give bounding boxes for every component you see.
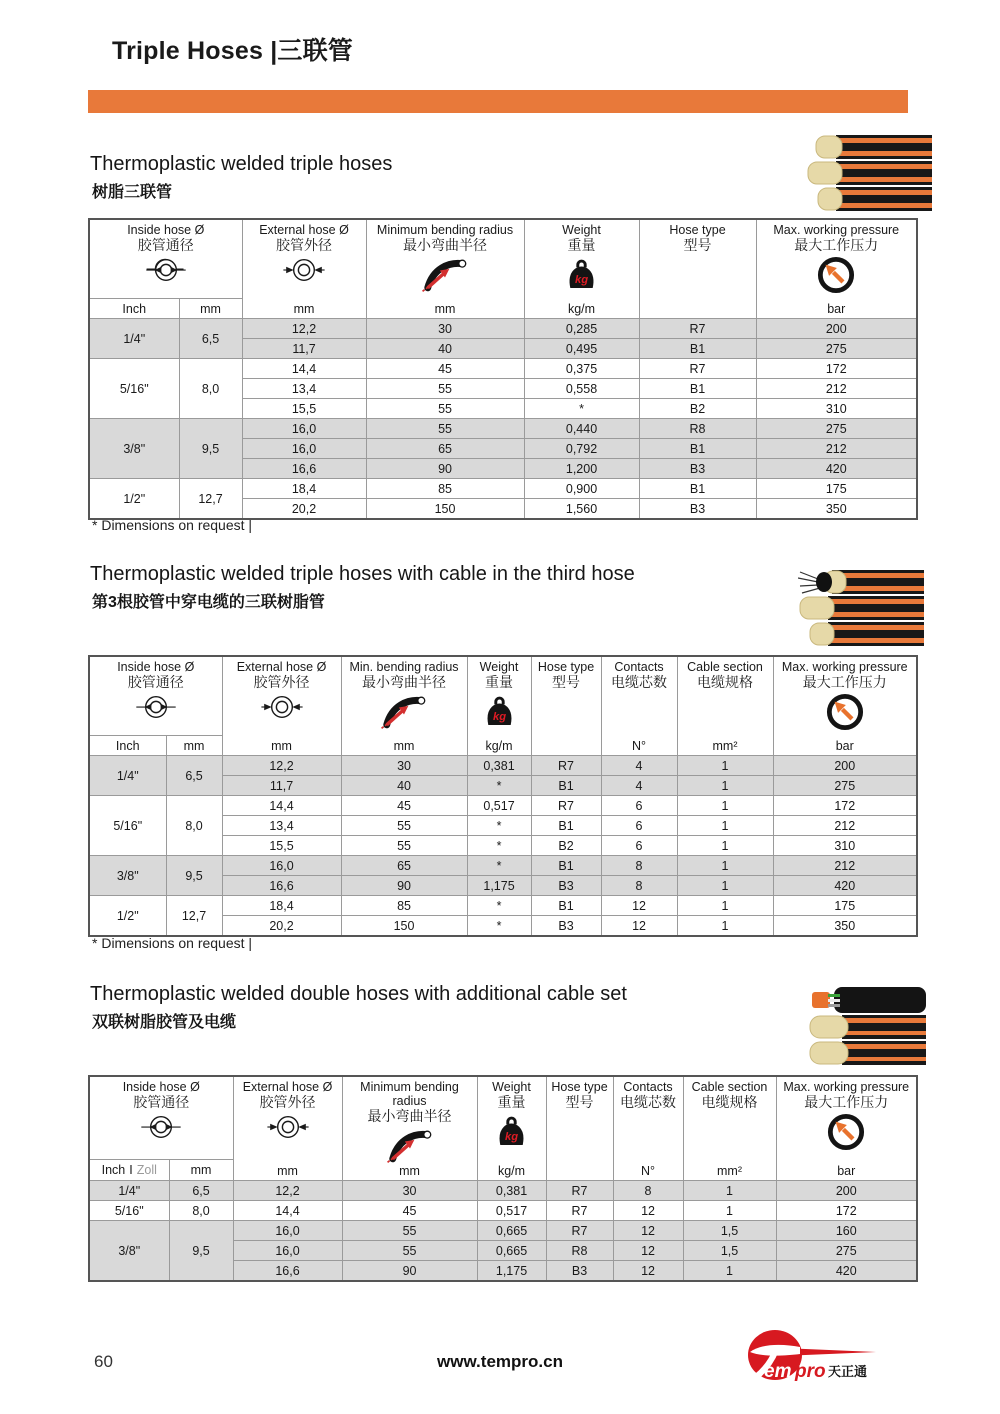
data-cell: 1 (683, 1201, 776, 1221)
data-cell: 0,900 (524, 479, 639, 499)
data-cell: 55 (366, 379, 524, 399)
data-cell: R7 (639, 319, 756, 339)
data-cell: 420 (776, 1261, 917, 1282)
data-cell: 0,517 (467, 796, 531, 816)
data-cell: 55 (342, 1241, 477, 1261)
data-cell: 16,0 (233, 1221, 342, 1241)
table-row (89, 1201, 917, 1221)
table-row (89, 756, 917, 776)
data-cell: 1 (677, 876, 773, 896)
page-number: 60 (94, 1352, 113, 1371)
data-cell: 55 (341, 836, 467, 856)
data-cell: * (524, 399, 639, 419)
data-cell: 30 (341, 756, 467, 776)
column-header-pressure: Max. working pressure 最大工作压力 bar (773, 656, 917, 756)
data-cell: 200 (773, 756, 917, 776)
data-cell: 85 (366, 479, 524, 499)
data-cell: 12 (613, 1201, 683, 1221)
pressure-icon (816, 255, 856, 295)
data-cell: 1,200 (524, 459, 639, 479)
table-row (89, 856, 917, 876)
column-header-hose-type: Hose type 型号 (546, 1076, 613, 1181)
column-header-bending-radius: Min. bending radius 最小弯曲半径 mm (341, 656, 467, 756)
data-cell: 0,665 (477, 1221, 546, 1241)
mm-cell: 8,0 (169, 1201, 233, 1221)
mm-cell: 9,5 (169, 1221, 233, 1282)
data-cell: 1 (677, 816, 773, 836)
data-cell: 275 (756, 339, 917, 359)
column-header-cable-section: Cable section 电缆规格 mm² (677, 656, 773, 756)
data-cell: 20,2 (242, 499, 366, 520)
mm-cell: 8,0 (179, 359, 242, 419)
data-cell: B1 (639, 439, 756, 459)
spec-table-double-hoses-cable (88, 1075, 918, 1282)
data-cell: R8 (546, 1241, 613, 1261)
data-cell: B1 (531, 816, 601, 836)
data-cell: R7 (531, 796, 601, 816)
svg-text:kg: kg (574, 273, 589, 286)
data-cell: 16,6 (233, 1261, 342, 1282)
section-title: Thermoplastic welded triple hoses with cable in the third hose (90, 563, 635, 585)
data-cell: 1,5 (683, 1221, 776, 1241)
data-cell: B1 (531, 776, 601, 796)
external-diameter-icon (260, 692, 304, 722)
data-cell: 1,175 (467, 876, 531, 896)
data-cell: 14,4 (233, 1201, 342, 1221)
data-cell: 0,665 (477, 1241, 546, 1261)
data-cell: 1 (677, 896, 773, 916)
column-header-external-hose: External hose Ø 胶管外径 mm (222, 656, 341, 756)
column-header-weight: Weight 重量 kg kg/m (524, 219, 639, 319)
inch-cell: 5/16" (89, 359, 179, 419)
footer-url[interactable]: www.tempro.cn (437, 1352, 563, 1371)
data-cell: 12 (601, 896, 677, 916)
data-cell: 6 (601, 836, 677, 856)
data-cell: 30 (366, 319, 524, 339)
dimensions-note: * Dimensions on request | (92, 517, 253, 533)
data-cell: 15,5 (222, 836, 341, 856)
data-cell: 1 (677, 856, 773, 876)
data-cell: 150 (341, 916, 467, 937)
data-cell: 12,2 (233, 1181, 342, 1201)
data-cell: R7 (531, 756, 601, 776)
inch-cell: 3/8" (89, 856, 166, 896)
section-subtitle-cn: 双联树脂胶管及电缆 (92, 1014, 237, 1031)
spec-table-triple-hoses (88, 218, 918, 520)
data-cell: 1,175 (477, 1261, 546, 1282)
inside-diameter-icon (144, 255, 188, 285)
mm-cell: 9,5 (166, 856, 222, 896)
data-cell: * (467, 836, 531, 856)
mm-cell: 12,7 (166, 896, 222, 937)
bending-radius-icon (384, 1126, 436, 1164)
data-cell: B1 (639, 339, 756, 359)
data-cell: 12 (613, 1261, 683, 1282)
data-cell: 212 (756, 379, 917, 399)
bending-radius-icon (378, 692, 430, 730)
inch-cell: 1/4" (89, 756, 166, 796)
column-header-hose-type: Hose type 型号 (639, 219, 756, 319)
subheader-inch: Inch (89, 299, 179, 319)
data-cell: 4 (601, 776, 677, 796)
data-cell: 13,4 (222, 816, 341, 836)
subheader-mm: mm (166, 736, 222, 756)
column-header-external-hose: External hose Ø 胶管外径 mm (242, 219, 366, 319)
data-cell: B2 (531, 836, 601, 856)
column-header-inside-hose: Inside hose Ø 胶管通径 (89, 656, 222, 736)
data-cell: 11,7 (242, 339, 366, 359)
inch-cell: 5/16" (89, 1201, 169, 1221)
triple-hose-cable-photo (798, 566, 924, 648)
data-cell: B1 (639, 479, 756, 499)
data-cell: 160 (776, 1221, 917, 1241)
column-header-inside-hose: Inside hose Ø 胶管通径 (89, 219, 242, 299)
table-row (89, 896, 917, 916)
data-cell: 0,375 (524, 359, 639, 379)
data-cell: 0,792 (524, 439, 639, 459)
data-cell: B3 (639, 499, 756, 520)
data-cell: 175 (773, 896, 917, 916)
table-row (89, 479, 917, 499)
subheader-mm: mm (179, 299, 242, 319)
mm-cell: 6,5 (179, 319, 242, 359)
data-cell: * (467, 776, 531, 796)
table-row (89, 796, 917, 816)
section-title: Thermoplastic welded double hoses with additional cable set (90, 983, 627, 1005)
data-cell: 8 (601, 856, 677, 876)
logo-text-white: em (764, 1361, 792, 1382)
data-cell: 45 (341, 796, 467, 816)
data-cell: 6 (601, 816, 677, 836)
data-cell: 212 (773, 856, 917, 876)
data-cell: * (467, 816, 531, 836)
data-cell: 14,4 (242, 359, 366, 379)
data-cell: 45 (342, 1201, 477, 1221)
page-title: Triple Hoses |三联管 (112, 37, 354, 65)
data-cell: 0,517 (477, 1201, 546, 1221)
mm-cell: 9,5 (179, 419, 242, 479)
mm-cell: 6,5 (169, 1181, 233, 1201)
inch-cell: 1/4" (89, 319, 179, 359)
mm-cell: 6,5 (166, 756, 222, 796)
column-header-pressure: Max. working pressure 最大工作压力 bar (776, 1076, 917, 1181)
table-row (89, 419, 917, 439)
data-cell: 90 (366, 459, 524, 479)
data-cell: 420 (773, 876, 917, 896)
subheader-inch-zoll: Inch I Zoll (89, 1159, 169, 1180)
data-cell: 0,440 (524, 419, 639, 439)
inch-cell: 1/4" (89, 1181, 169, 1201)
section-subtitle-cn: 第3根胶管中穿电缆的三联树脂管 (92, 594, 325, 611)
data-cell: 13,4 (242, 379, 366, 399)
data-cell: B1 (639, 379, 756, 399)
data-cell: R7 (546, 1221, 613, 1241)
data-cell: 175 (756, 479, 917, 499)
data-cell: 150 (366, 499, 524, 520)
data-cell: R7 (639, 359, 756, 379)
table-row (89, 359, 917, 379)
data-cell: 275 (756, 419, 917, 439)
data-cell: 0,285 (524, 319, 639, 339)
table-row (89, 319, 917, 339)
data-cell: 12 (613, 1241, 683, 1261)
external-diameter-icon (266, 1112, 310, 1142)
data-cell: 0,495 (524, 339, 639, 359)
data-cell: 8 (613, 1181, 683, 1201)
data-cell: 212 (756, 439, 917, 459)
data-cell: 0,381 (467, 756, 531, 776)
data-cell: 45 (366, 359, 524, 379)
data-cell: 20,2 (222, 916, 341, 937)
data-cell: 350 (756, 499, 917, 520)
data-cell: R8 (639, 419, 756, 439)
data-cell: 40 (341, 776, 467, 796)
inside-diameter-icon (134, 692, 178, 722)
data-cell: 16,0 (242, 419, 366, 439)
pressure-icon (825, 692, 865, 732)
weight-icon (484, 692, 515, 727)
data-cell: 172 (776, 1201, 917, 1221)
subheader-mm: mm (169, 1159, 233, 1180)
data-cell: 55 (342, 1221, 477, 1241)
data-cell: 40 (366, 339, 524, 359)
accent-bar (88, 90, 908, 113)
data-cell: 1 (677, 776, 773, 796)
data-cell: 12 (613, 1221, 683, 1241)
data-cell: 16,0 (233, 1241, 342, 1261)
data-cell: 200 (756, 319, 917, 339)
data-cell: 18,4 (222, 896, 341, 916)
column-header-contacts: Contacts 电缆芯数 N° (601, 656, 677, 756)
column-header-weight: Weight 重量 kg kg/m (467, 656, 531, 756)
data-cell: 85 (341, 896, 467, 916)
column-header-cable-section: Cable section 电缆规格 mm² (683, 1076, 776, 1181)
bending-radius-icon (419, 255, 471, 293)
data-cell: 12,2 (242, 319, 366, 339)
data-cell: 212 (773, 816, 917, 836)
data-cell: 1,5 (683, 1241, 776, 1261)
data-cell: 420 (756, 459, 917, 479)
data-cell: 16,6 (222, 876, 341, 896)
data-cell: 12 (601, 916, 677, 937)
data-cell: B3 (531, 916, 601, 937)
data-cell: 55 (366, 399, 524, 419)
column-header-external-hose: External hose Ø 胶管外径 mm (233, 1076, 342, 1181)
data-cell: 30 (342, 1181, 477, 1201)
inch-cell: 1/2" (89, 896, 166, 937)
data-cell: 65 (366, 439, 524, 459)
data-cell: 275 (773, 776, 917, 796)
section-title: Thermoplastic welded triple hoses (90, 153, 393, 175)
data-cell: 0,381 (477, 1181, 546, 1201)
external-diameter-icon (282, 255, 326, 285)
svg-text:kg: kg (492, 710, 506, 723)
data-cell: B2 (639, 399, 756, 419)
data-cell: 55 (366, 419, 524, 439)
column-header-contacts: Contacts 电缆芯数 N° (613, 1076, 683, 1181)
data-cell: 14,4 (222, 796, 341, 816)
inside-diameter-icon (139, 1112, 183, 1142)
mm-cell: 12,7 (179, 479, 242, 520)
data-cell: * (467, 916, 531, 937)
data-cell: 350 (773, 916, 917, 937)
subheader-inch: Inch (89, 736, 166, 756)
data-cell: 0,558 (524, 379, 639, 399)
data-cell: 1 (677, 796, 773, 816)
logo-text-cn: 天正通 (828, 1364, 868, 1379)
data-cell: 16,0 (222, 856, 341, 876)
data-cell: 1 (683, 1261, 776, 1282)
data-cell: 172 (773, 796, 917, 816)
data-cell: R7 (546, 1181, 613, 1201)
data-cell: * (467, 896, 531, 916)
data-cell: 90 (342, 1261, 477, 1282)
inch-cell: 1/2" (89, 479, 179, 520)
data-cell: 1 (677, 756, 773, 776)
column-header-pressure: Max. working pressure 最大工作压力 bar (756, 219, 917, 319)
data-cell: 1 (677, 916, 773, 937)
data-cell: 11,7 (222, 776, 341, 796)
logo-text-red: pro (795, 1361, 826, 1382)
data-cell: 15,5 (242, 399, 366, 419)
data-cell: 310 (773, 836, 917, 856)
spec-table-triple-hoses-cable (88, 655, 918, 937)
data-cell: B3 (546, 1261, 613, 1282)
data-cell: 1 (677, 836, 773, 856)
inch-cell: 3/8" (89, 1221, 169, 1282)
data-cell: B3 (639, 459, 756, 479)
data-cell: 16,6 (242, 459, 366, 479)
table-row (89, 1221, 917, 1241)
data-cell: 1,560 (524, 499, 639, 520)
data-cell: R7 (546, 1201, 613, 1221)
section-subtitle-cn: 树脂三联管 (92, 184, 173, 201)
pressure-icon (826, 1112, 866, 1152)
data-cell: * (467, 856, 531, 876)
dimensions-note: * Dimensions on request | (92, 935, 253, 951)
data-cell: B1 (531, 856, 601, 876)
table-row (89, 1181, 917, 1201)
data-cell: 275 (776, 1241, 917, 1261)
double-hose-cable-photo (806, 985, 926, 1065)
inch-cell: 5/16" (89, 796, 166, 856)
data-cell: 8 (601, 876, 677, 896)
data-cell: 200 (776, 1181, 917, 1201)
data-cell: B3 (531, 876, 601, 896)
column-header-hose-type: Hose type 型号 (531, 656, 601, 756)
data-cell: 1 (683, 1181, 776, 1201)
data-cell: 172 (756, 359, 917, 379)
column-header-inside-hose: Inside hose Ø 胶管通径 (89, 1076, 233, 1159)
column-header-weight: Weight 重量 kg kg/m (477, 1076, 546, 1181)
tempro-logo (742, 1326, 878, 1388)
data-cell: 18,4 (242, 479, 366, 499)
svg-text:kg: kg (504, 1130, 519, 1143)
triple-hose-photo (806, 133, 932, 213)
column-header-bending-radius: Minimum bending radius 最小弯曲半径 mm (342, 1076, 477, 1181)
weight-icon (566, 255, 597, 290)
data-cell: 16,0 (242, 439, 366, 459)
data-cell: 90 (341, 876, 467, 896)
data-cell: 65 (341, 856, 467, 876)
data-cell: 55 (341, 816, 467, 836)
inch-cell: 3/8" (89, 419, 179, 479)
data-cell: B1 (531, 896, 601, 916)
data-cell: 6 (601, 796, 677, 816)
data-cell: 310 (756, 399, 917, 419)
data-cell: 4 (601, 756, 677, 776)
mm-cell: 8,0 (166, 796, 222, 856)
column-header-bending-radius: Minimum bending radius 最小弯曲半径 mm (366, 219, 524, 319)
data-cell: 12,2 (222, 756, 341, 776)
weight-icon (496, 1112, 527, 1147)
